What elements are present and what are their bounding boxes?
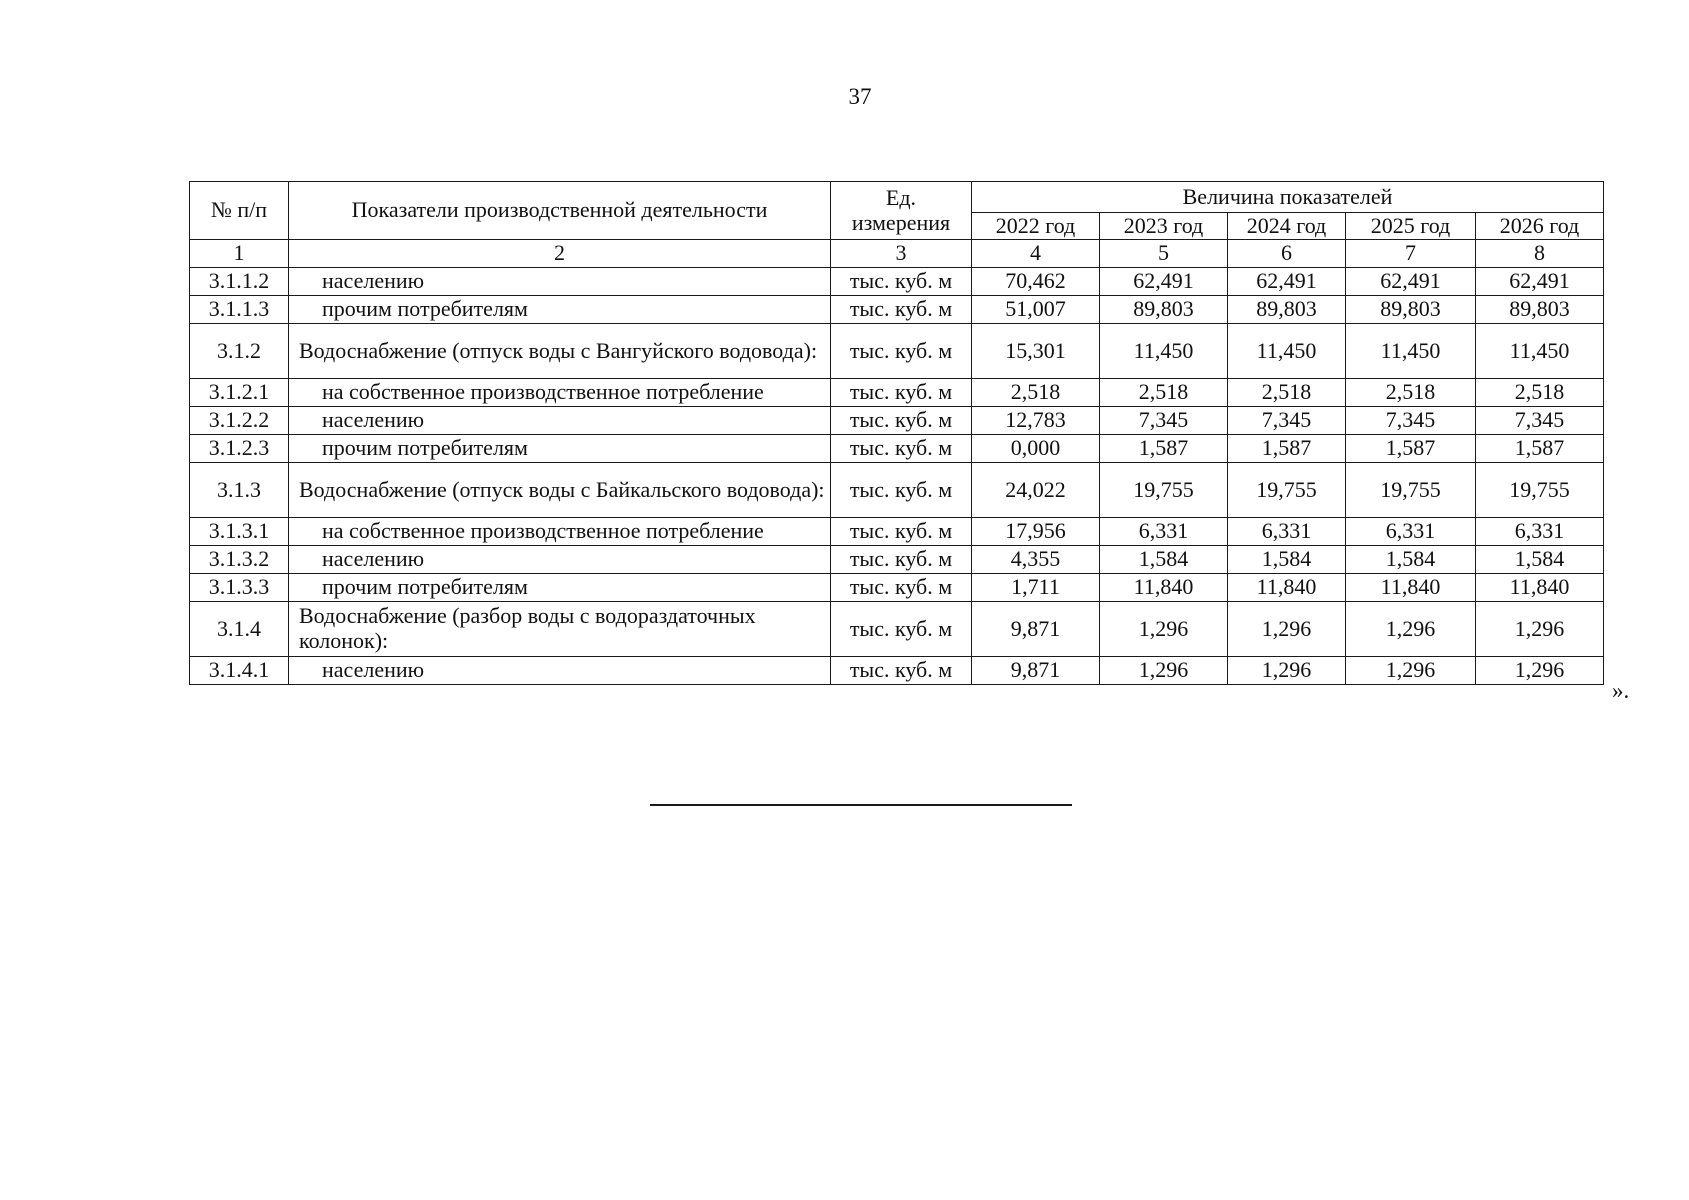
row-value: 89,803 [1228, 296, 1346, 324]
table-row [190, 463, 1604, 518]
row-value: 89,803 [1346, 296, 1476, 324]
column-index: 3 [831, 240, 972, 268]
row-value: 19,755 [1228, 463, 1346, 518]
row-value: 1,296 [1100, 657, 1228, 685]
row-unit: тыс. куб. м [831, 435, 972, 463]
row-value: 6,331 [1476, 518, 1604, 546]
row-unit: тыс. куб. м [831, 657, 972, 685]
header-unit-line1: Ед. [885, 184, 917, 210]
row-indicator-name: Водоснабжение (разбор воды с водораздаточных колонок): [289, 602, 831, 657]
indicators-table [189, 181, 1604, 685]
row-value: 1,584 [1228, 546, 1346, 574]
row-value: 62,491 [1228, 268, 1346, 296]
table-row [190, 518, 1604, 546]
row-indicator-name: прочим потребителям [289, 435, 831, 463]
row-indicator-name: населению [289, 407, 831, 435]
row-number: 3.1.2.3 [190, 435, 289, 463]
row-value: 9,871 [972, 657, 1100, 685]
table-row [190, 574, 1604, 602]
row-number: 3.1.1.2 [190, 268, 289, 296]
row-value: 6,331 [1228, 518, 1346, 546]
column-index: 8 [1476, 240, 1604, 268]
header-name: Показатели производственной деятельности [289, 182, 831, 240]
row-unit: тыс. куб. м [831, 602, 972, 657]
row-value: 62,491 [1346, 268, 1476, 296]
row-unit: тыс. куб. м [831, 296, 972, 324]
column-index-row [190, 240, 1604, 268]
row-value: 19,755 [1346, 463, 1476, 518]
row-value: 1,584 [1476, 546, 1604, 574]
row-value: 62,491 [1476, 268, 1604, 296]
header-row [190, 182, 1604, 213]
row-unit: тыс. куб. м [831, 407, 972, 435]
row-value: 7,345 [1100, 407, 1228, 435]
row-value: 2,518 [1476, 379, 1604, 407]
header-values-group: Величина показателей [972, 182, 1604, 213]
row-value: 0,000 [972, 435, 1100, 463]
row-value: 2,518 [1100, 379, 1228, 407]
table-row [190, 602, 1604, 657]
table-row [190, 268, 1604, 296]
row-value: 11,450 [1346, 324, 1476, 379]
row-indicator-name: населению [289, 268, 831, 296]
row-unit: тыс. куб. м [831, 324, 972, 379]
table-body [190, 182, 1604, 685]
row-unit: тыс. куб. м [831, 518, 972, 546]
table-row [190, 657, 1604, 685]
row-value: 1,584 [1100, 546, 1228, 574]
row-value: 9,871 [972, 602, 1100, 657]
row-value: 11,840 [1476, 574, 1604, 602]
table-row [190, 435, 1604, 463]
row-indicator-name: Водоснабжение (отпуск воды с Байкальского водовода): [289, 463, 831, 518]
row-value: 1,296 [1100, 602, 1228, 657]
row-value: 1,587 [1100, 435, 1228, 463]
row-value: 4,355 [972, 546, 1100, 574]
row-indicator-name: прочим потребителям [289, 574, 831, 602]
row-value: 11,450 [1100, 324, 1228, 379]
column-index: 1 [190, 240, 289, 268]
row-value: 1,296 [1346, 657, 1476, 685]
closing-quote: ». [1612, 678, 1630, 703]
row-indicator-name: на собственное производственное потребление [289, 518, 831, 546]
row-indicator-name: Водоснабжение (отпуск воды с Вангуйского водовода): [289, 324, 831, 379]
row-value: 17,956 [972, 518, 1100, 546]
row-value: 2,518 [972, 379, 1100, 407]
row-value: 11,450 [1228, 324, 1346, 379]
row-value: 1,711 [972, 574, 1100, 602]
table-row [190, 324, 1604, 379]
column-index: 2 [289, 240, 831, 268]
table-row [190, 407, 1604, 435]
row-unit: тыс. куб. м [831, 379, 972, 407]
row-value: 1,296 [1228, 602, 1346, 657]
header-unit-line2: измерения [851, 209, 951, 235]
row-value: 7,345 [1346, 407, 1476, 435]
header-year: 2023 год [1100, 213, 1228, 240]
row-value: 11,840 [1346, 574, 1476, 602]
row-indicator-name: населению [289, 657, 831, 685]
row-value: 70,462 [972, 268, 1100, 296]
row-value: 11,450 [1476, 324, 1604, 379]
row-value: 1,587 [1346, 435, 1476, 463]
column-index: 4 [972, 240, 1100, 268]
row-number: 3.1.3.1 [190, 518, 289, 546]
row-number: 3.1.4 [190, 602, 289, 657]
table-row [190, 296, 1604, 324]
row-number: 3.1.3 [190, 463, 289, 518]
row-value: 1,587 [1476, 435, 1604, 463]
row-value: 1,296 [1476, 602, 1604, 657]
row-unit: тыс. куб. м [831, 574, 972, 602]
row-number: 3.1.4.1 [190, 657, 289, 685]
column-index: 7 [1346, 240, 1476, 268]
row-value: 6,331 [1346, 518, 1476, 546]
row-unit: тыс. куб. м [831, 268, 972, 296]
column-index: 5 [1100, 240, 1228, 268]
row-value: 2,518 [1228, 379, 1346, 407]
row-value: 11,840 [1228, 574, 1346, 602]
row-indicator-name: на собственное производственное потребление [289, 379, 831, 407]
page-number: 37 [848, 84, 872, 109]
header-year: 2025 год [1346, 213, 1476, 240]
row-number: 3.1.2.2 [190, 407, 289, 435]
row-number: 3.1.2.1 [190, 379, 289, 407]
row-value: 19,755 [1100, 463, 1228, 518]
row-value: 12,783 [972, 407, 1100, 435]
row-value: 6,331 [1100, 518, 1228, 546]
row-value: 62,491 [1100, 268, 1228, 296]
row-number: 3.1.2 [190, 324, 289, 379]
row-number: 3.1.1.3 [190, 296, 289, 324]
row-value: 7,345 [1476, 407, 1604, 435]
row-indicator-name: прочим потребителям [289, 296, 831, 324]
header-num: № п/п [190, 182, 289, 240]
row-value: 89,803 [1476, 296, 1604, 324]
row-value: 1,296 [1346, 602, 1476, 657]
column-index: 6 [1228, 240, 1346, 268]
row-value: 7,345 [1228, 407, 1346, 435]
row-value: 19,755 [1476, 463, 1604, 518]
row-value: 89,803 [1100, 296, 1228, 324]
row-value: 1,296 [1228, 657, 1346, 685]
row-value: 1,587 [1228, 435, 1346, 463]
header-year: 2024 год [1228, 213, 1346, 240]
footer-rule [650, 804, 1072, 806]
row-number: 3.1.3.3 [190, 574, 289, 602]
table-row [190, 379, 1604, 407]
row-indicator-name: населению [289, 546, 831, 574]
row-number: 3.1.3.2 [190, 546, 289, 574]
row-value: 2,518 [1346, 379, 1476, 407]
row-unit: тыс. куб. м [831, 463, 972, 518]
row-value: 15,301 [972, 324, 1100, 379]
row-value: 51,007 [972, 296, 1100, 324]
header-unit [831, 182, 972, 240]
header-year: 2026 год [1476, 213, 1604, 240]
header-year: 2022 год [972, 213, 1100, 240]
row-value: 1,296 [1476, 657, 1604, 685]
row-value: 24,022 [972, 463, 1100, 518]
table-row [190, 546, 1604, 574]
row-value: 11,840 [1100, 574, 1228, 602]
row-unit: тыс. куб. м [831, 546, 972, 574]
row-value: 1,584 [1346, 546, 1476, 574]
